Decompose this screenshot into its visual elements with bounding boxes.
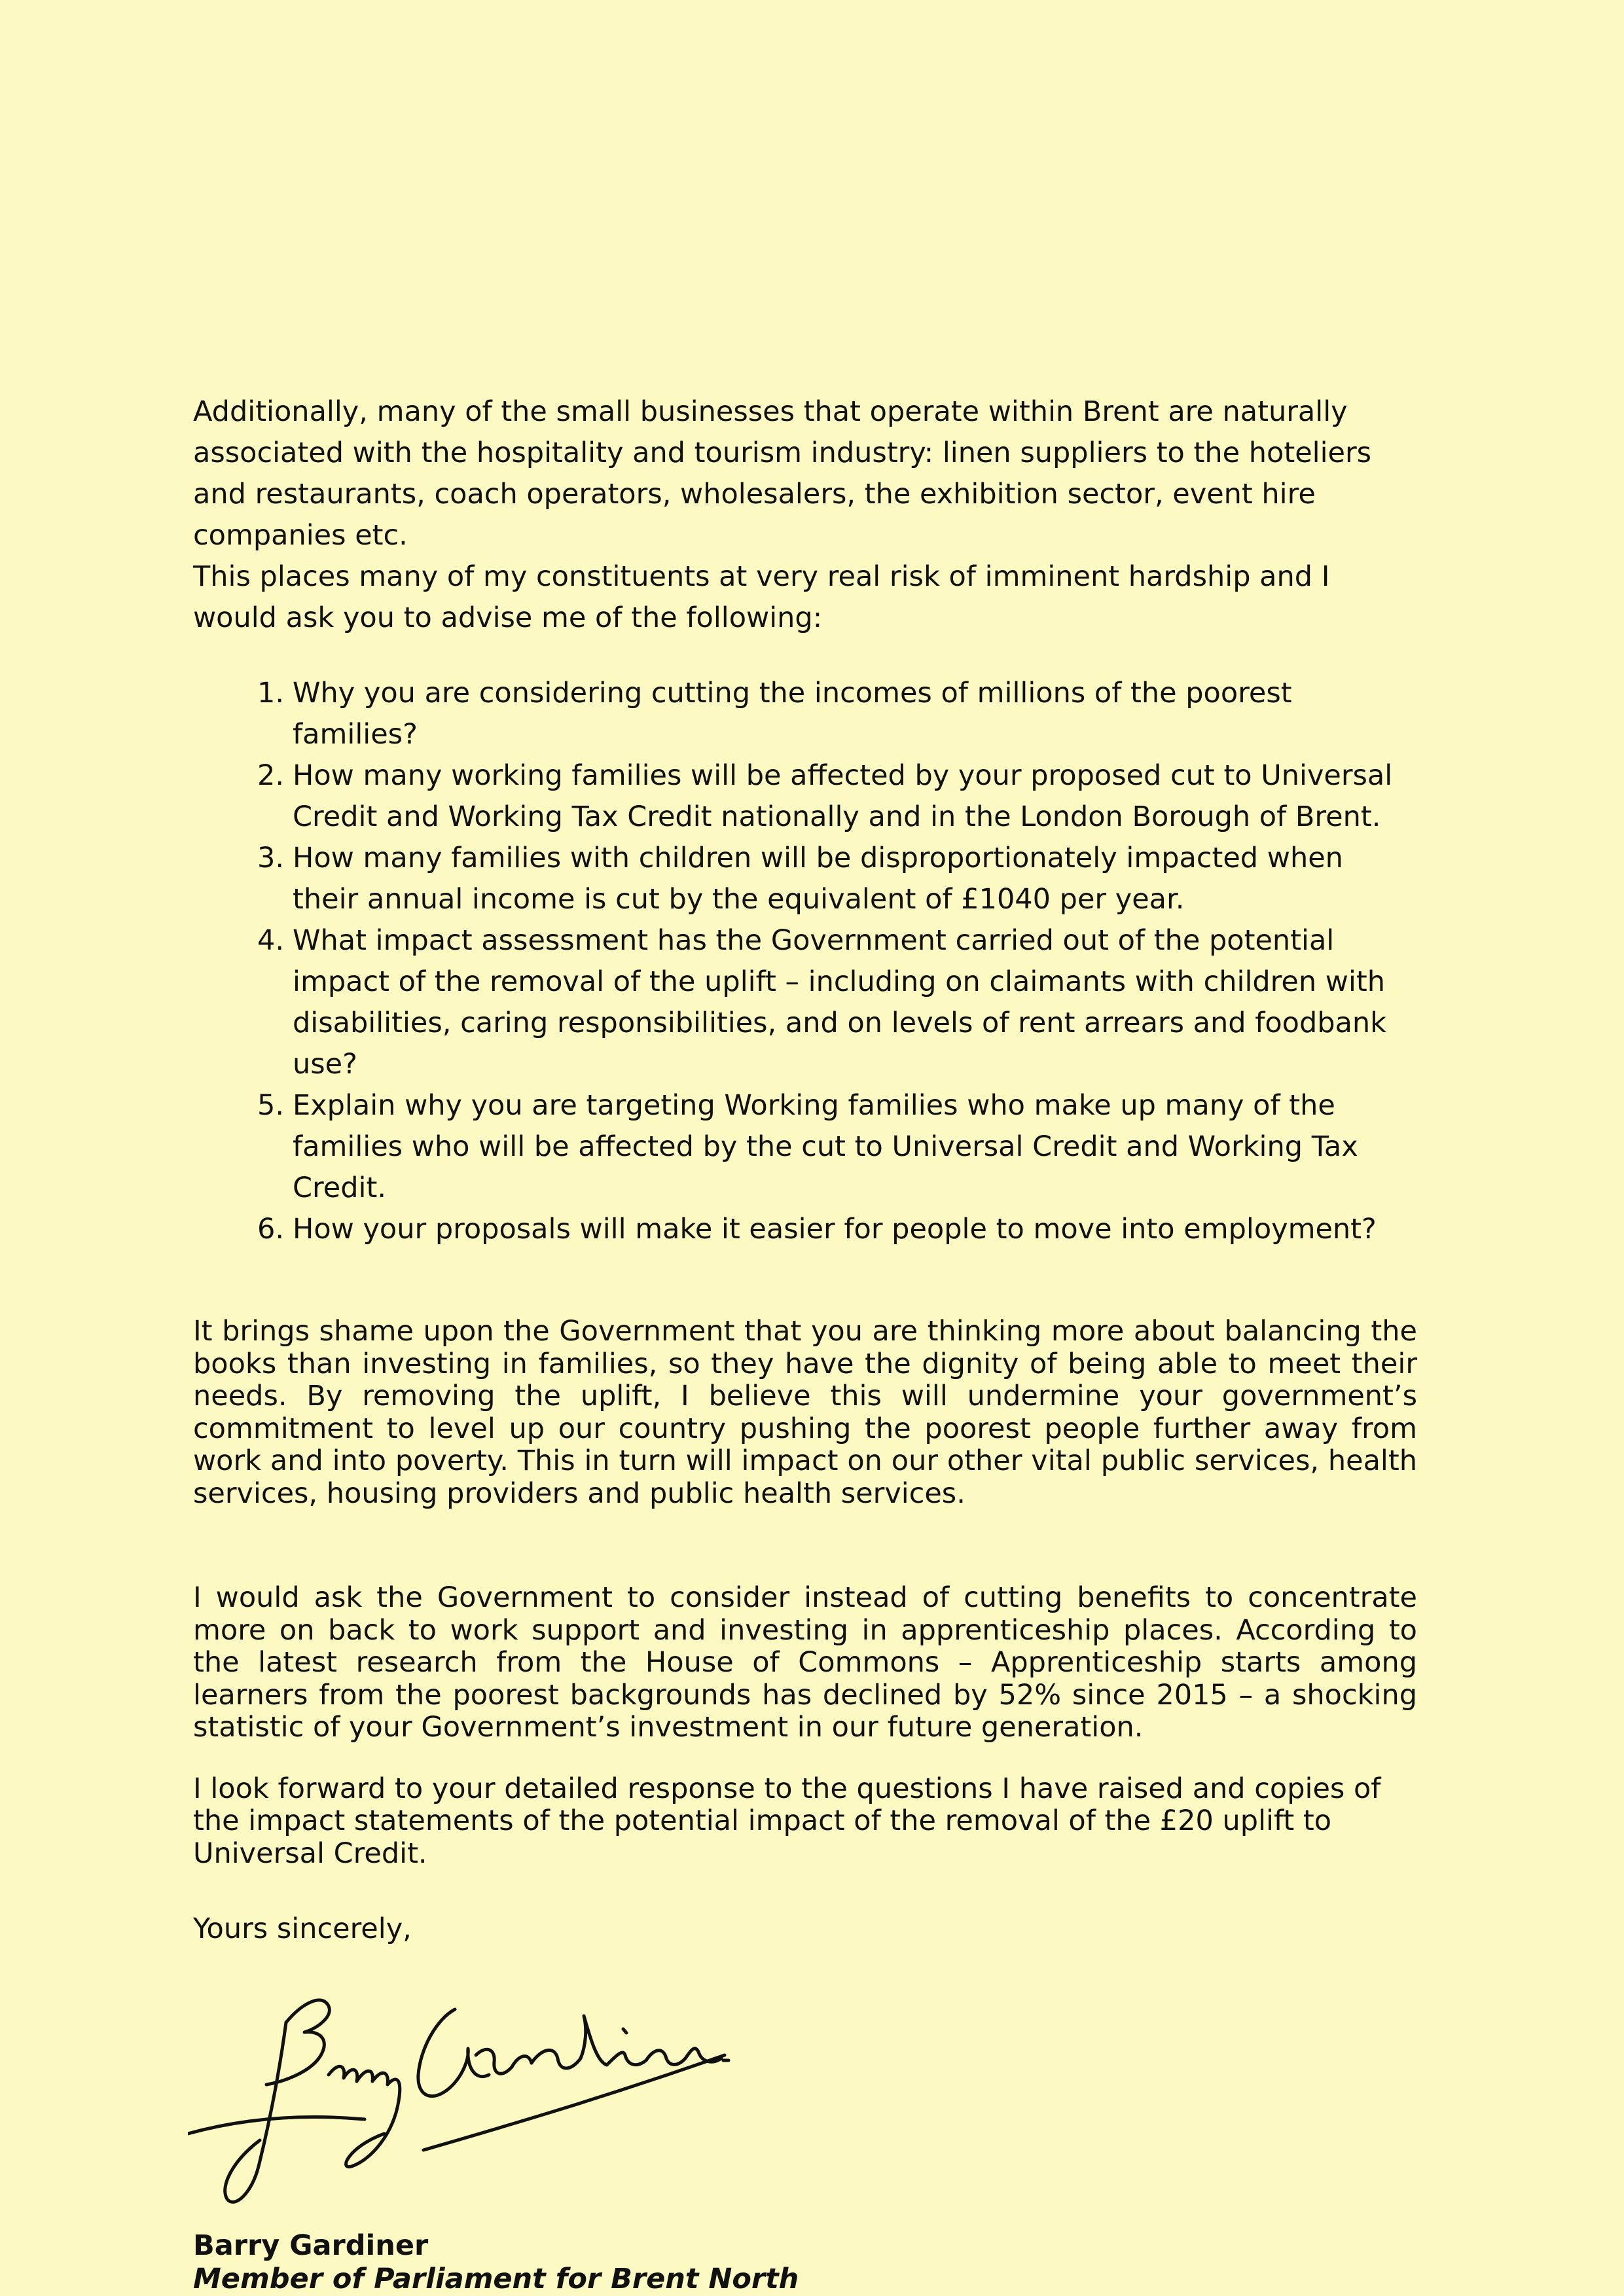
- body-paragraph-response-request: I look forward to your detailed response to the questions I have raised and copies of the impact statements of the potential impact of the removal of the £20 uplift to Universal Credit.: [193, 1772, 1381, 1870]
- list-number: 4.: [257, 924, 285, 957]
- list-number: 2.: [257, 759, 285, 792]
- letter-body: [193, 391, 1417, 2296]
- body-paragraph-shame: It brings shame upon the Government that you are thinking more about balancing the books than investing in families, so they have the dignity of being able to meet their needs. By removing the uplift, I believe this will undermine your government’s commitment to level up our country pushing the poorest people further away from work and into poverty. This in turn will impact on our other vital public services, health services, housing providers and public health services.: [193, 1315, 1417, 1510]
- list-number: 6.: [257, 1213, 285, 1246]
- signatory-name: Barry Gardiner: [193, 2229, 429, 2262]
- intro-section: [193, 391, 1417, 639]
- list-item-text: Why you are considering cutting the incomes of millions of the poorest families?: [293, 677, 1292, 751]
- intro-paragraph-2: This places many of my constituents at very real risk of imminent hardship and I would ask you to advise me of the following:: [193, 560, 1330, 634]
- list-item-text: How many working families will be affected by your proposed cut to Universal Credit and Working Tax Credit nationally and in the London Borough of Brent.: [293, 759, 1393, 833]
- list-item: [257, 920, 1417, 1085]
- list-number: 3.: [257, 842, 285, 874]
- body-paragraph-apprenticeships: I would ask the Government to consider instead of cutting benefits to concentrate more on back to work support and investing in apprenticeship places. According to the latest research from the House of Commons – Apprenticeship starts among learners from the poorest backgrounds has declined by 52% since 2015 – a shocking statistic of your Government’s investment in our future generation.: [193, 1581, 1417, 1744]
- list-item-text: Explain why you are targeting Working families who make up many of the families who will be affected by the cut to Universal Credit and Working Tax Credit.: [293, 1089, 1358, 1204]
- list-item: [257, 1085, 1417, 1209]
- list-item-text: How many families with children will be disproportionately impacted when their annual income is cut by the equivalent of £1040 per year.: [293, 842, 1343, 916]
- list-item-text: What impact assessment has the Government carried out of the potential impact of the removal of the uplift – including on claimants with children with disabilities, caring responsibilities, and on levels of rent arrears and foodbank use?: [293, 924, 1387, 1081]
- list-item: [257, 838, 1417, 920]
- handwritten-signature: [188, 1950, 751, 2225]
- list-number: 1.: [257, 677, 285, 709]
- list-item: [257, 673, 1417, 755]
- list-item-text: How your proposals will make it easier for people to move into employment?: [293, 1213, 1377, 1246]
- questions-list: [193, 673, 1417, 1250]
- list-item: [257, 1209, 1417, 1250]
- list-item: [257, 755, 1417, 838]
- signatory-role: Member of Parliament for Brent North: [193, 2263, 799, 2295]
- closing-salutation: Yours sincerely,: [193, 1912, 412, 1945]
- intro-paragraph-1: Additionally, many of the small businesses that operate within Brent are naturally associated with the hospitality and tourism industry: linen suppliers to the hoteliers and restaurants, coach operators, wholesalers, the exhibition sector, event hire companies etc.: [193, 395, 1372, 552]
- list-number: 5.: [257, 1089, 285, 1122]
